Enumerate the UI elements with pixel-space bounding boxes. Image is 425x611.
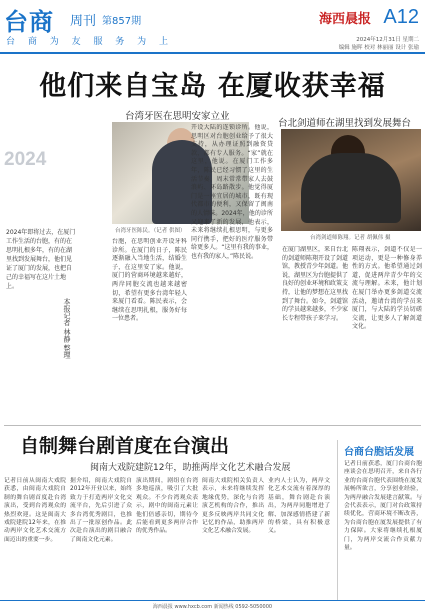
side-intro: 2024年即将过去，在厦门工作生活的台胞，有的在思明扎根多年，有的在湖里找到发展舞台，他们见证了厦门的发展，也把自己的幸福写在这片土地上。: [6, 229, 76, 290]
photo1-caption: 台湾牙医陈民。（记者 供图）: [115, 228, 186, 234]
article-column-4: 陈翔表示，剑道不仅是一项运动，更是一种修身养性的方式。他希望通过剑道，促进两岸青少年的交流与理解。未来，他计划在厦门举办更多剑道交流活动，邀请台湾的学员来厦门，与大陆的学员切磋交流，让更多人了解剑道文化。: [352, 246, 422, 331]
top-rule: [0, 52, 425, 54]
article-column-1: 台胞，在思明创业开设牙科诊所。在厦门的日子，陈民逐渐融入当地生活，结婚生子，在这里安了家。他说，厦门的营商环境越来越好，两岸同胞交流也越来越密切，希望有更多台湾年轻人来厦门看看。陈民表示，会继续在思明扎根，服务好每一位患者。: [112, 238, 187, 323]
column-divider: [337, 440, 338, 600]
kendo-photo: [281, 129, 421, 231]
staff-credits: 编辑 施晖 校对 林丽丽 设计 张瑜: [338, 45, 419, 51]
page-number: A12: [383, 6, 419, 28]
photo-person-body: [301, 153, 401, 223]
brief-text: 记者日前获悉，厦门台商台胞座谈会在思明召开，来自各行业的台商台胞代表围绕在厦发展畅所欲言，分享创业经验，为两岸融合发展建言献策。与会代表表示，厦门对台政策持续优化，营商环境不断改善，为台商台胞在厦发展提供了有力保障。大家将继续扎根厦门，为两岸交流合作贡献力量。: [344, 461, 422, 552]
side-year: 2024: [4, 149, 47, 170]
article-column-3: 在厦门湖里区，来自台北的剑道师陈翔开设了剑道馆，教授青少年剑道。他说，湖里区为台胞提供了良好的创业环境和政策支持，让他的梦想在这里找到了舞台。如今，剑道馆的学员越来越多，不少家长专程带孩子来学习。: [282, 246, 348, 322]
brief-title: 台商台胞话发展: [344, 447, 414, 458]
masthead-weekly: 周刊: [70, 14, 97, 29]
section-divider: [4, 425, 421, 426]
newspaper-logo: 海西晨报: [318, 12, 371, 27]
second-headline: 自制舞台剧首度在台演出: [20, 435, 230, 457]
masthead-slogan: 台 商 为 友 服 务 为 上: [6, 37, 174, 47]
second-column-2: 据介绍，闽南大戏院自2012年开业以来，始终致力于打造两岸文化交流平台，先后引进了众多台湾优秀剧目，也推出了一批原创作品。此次赴台演出的剧目融合了闽南文化元素。: [70, 478, 132, 543]
second-column-5: 业内人士认为，两岸文化艺术交流有着深厚的基础，舞台剧赴台演出，为两岸同胞增进了解、加深感情搭建了新的桥梁，具有积极意义。: [268, 478, 330, 535]
page-footer: 海西晨报 www.hxcb.com 新闻热线 0592-5050000: [0, 600, 425, 611]
dateline: 2024年12月31日 星期二: [356, 37, 419, 43]
issue-number: 第857期: [102, 16, 142, 27]
second-subheadline: 闽南大戏院建院12年，助推两岸文化艺术融合发展: [90, 463, 291, 473]
subheadline-right: 台北剑道师在湖里找到发展舞台: [278, 118, 412, 129]
article-column-2: 开设大陆的连锁诊所。他说，思明区对台胞创业给予了很大支持，从办理证照到融资贷款，都有专人服务。“家”就在这里，他说。在厦门工作多年，陈民已经习惯了这里的生活节奏，周末常常带家人去鼓浪屿、环岛路散步。他觉得厦门是一座宜居的城市，既有现代都市的便利，又保留了闽南的人情味。2024年，他的诊所又迎来了新的发展，他表示，未来将继续扎根思明，与更多同行携手，把好的医疗服务带给更多人。“这里有我的事业，也有我的家人，”陈民说。: [191, 124, 273, 260]
main-headline: 他们来自宝岛 在厦收获幸福: [39, 71, 386, 102]
vertical-note: 本报记者 林静 整理: [63, 298, 71, 359]
photo2-caption: 台湾剑道师陈翔。记者 胡佩伟 摄: [310, 235, 391, 241]
second-column-1: 记者日前从闽南大戏院获悉，由闽南大戏院自制的舞台剧首度赴台湾演出，受到台湾观众的热烈欢迎。这是闽南大戏院建院12年来，在推动两岸文化艺术交流方面迈出的重要一步。: [4, 478, 66, 543]
masthead-title: 台商: [4, 7, 54, 36]
subheadline-left: 台湾牙医在思明安家立业: [125, 111, 230, 122]
second-column-4: 闽南大戏院相关负责人表示，未来将继续发挥地缘优势，深化与台湾演艺机构的合作，推出更多反映两岸共同文化记忆的作品，助推两岸文化艺术融合发展。: [202, 478, 264, 535]
second-column-3: 演出期间，剧组在台湾多地巡演，吸引了大批观众。不少台湾观众表示，剧中的闽南元素让他们倍感亲切，期待今后能看到更多两岸合作的优秀作品。: [136, 478, 198, 535]
